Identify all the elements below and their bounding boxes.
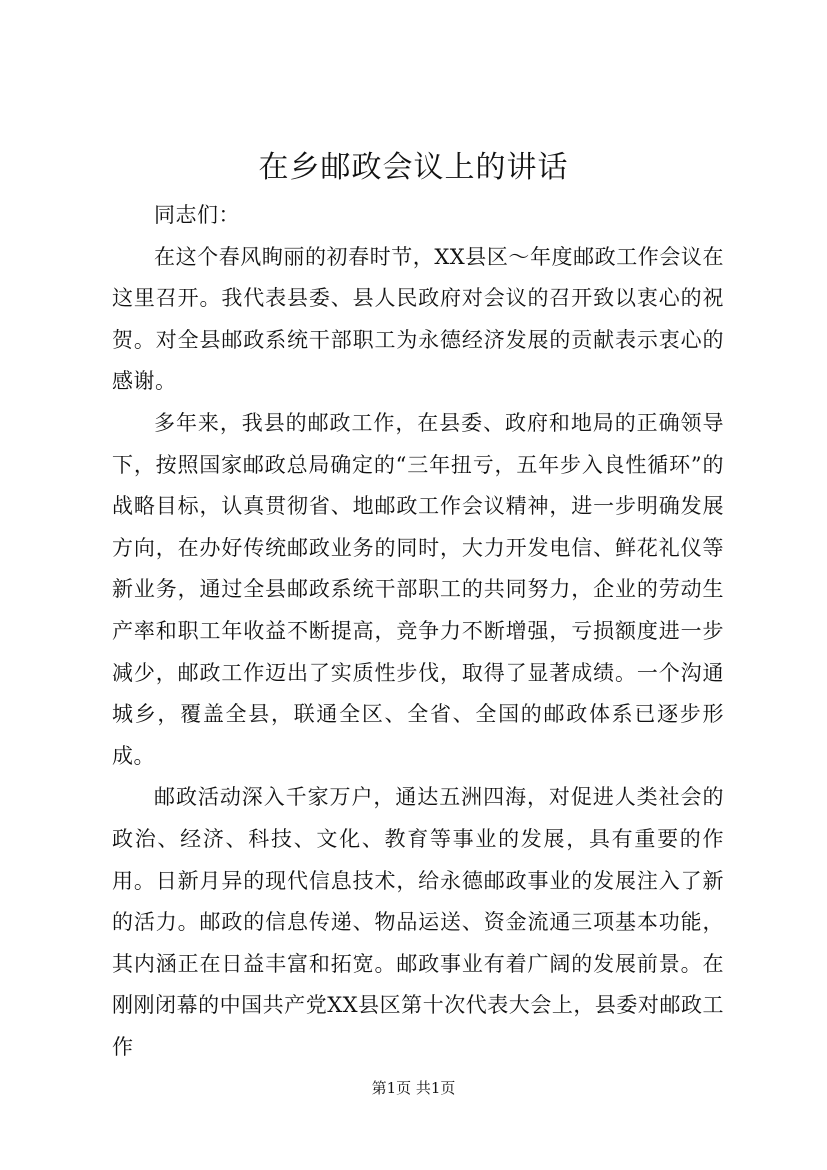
- paragraph-1: 在这个春风眴丽的初春时节，XX县区～年度邮政工作会议在这里召开。我代表县委、县人民政府对会议的召开致以衷心的祝贺。对全县邮政系统干部职工为永德经济发展的贡献表示衷心的感谢。: [112, 244, 724, 394]
- document-title: 在乡邮政会议上的讲话: [258, 150, 569, 185]
- page-number-footer: 第1页 共1页: [371, 1079, 456, 1097]
- document-body: [112, 195, 724, 1068]
- paragraph-2: 多年来，我县的邮政工作，在县委、政府和地局的正确领导下，按照国家邮政总局确定的“三年扭亏，五年步入良性循环”的战略目标，认真贯彻省、地邮政工作会议精神，进一步明确发展方向，在办好传统邮政业务的同时，大力开发电信、鲜花礼仪等新业务，通过全县邮政系统干部职工的共同努力，企业的劳动生产率和职工年收益不断提高，竞争力不断增强，亏损额度进一步减少，邮政工作迈出了实质性步伐，取得了显著成绩。一个沟通城乡，覆盖全县，联通全区、全省、全国的邮政体系已逐步形成。: [112, 410, 724, 768]
- greeting: 同志们：: [154, 203, 240, 227]
- paragraph-3: 邮政活动深入千家万户，通达五洲四海，对促进人类社会的政治、经济、科技、文化、教育等事业的发展，具有重要的作用。日新月异的现代信息技术，给永德邮政事业的发展注入了新的活力。邮政的信息传递、物品运送、资金流通三项基本功能，其内涵正在日益丰富和拓宽。邮政事业有着广阔的发展前景。在刚刚闭幕的中国共产党XX县区第十次代表大会上，县委对邮政工作: [112, 785, 724, 1059]
